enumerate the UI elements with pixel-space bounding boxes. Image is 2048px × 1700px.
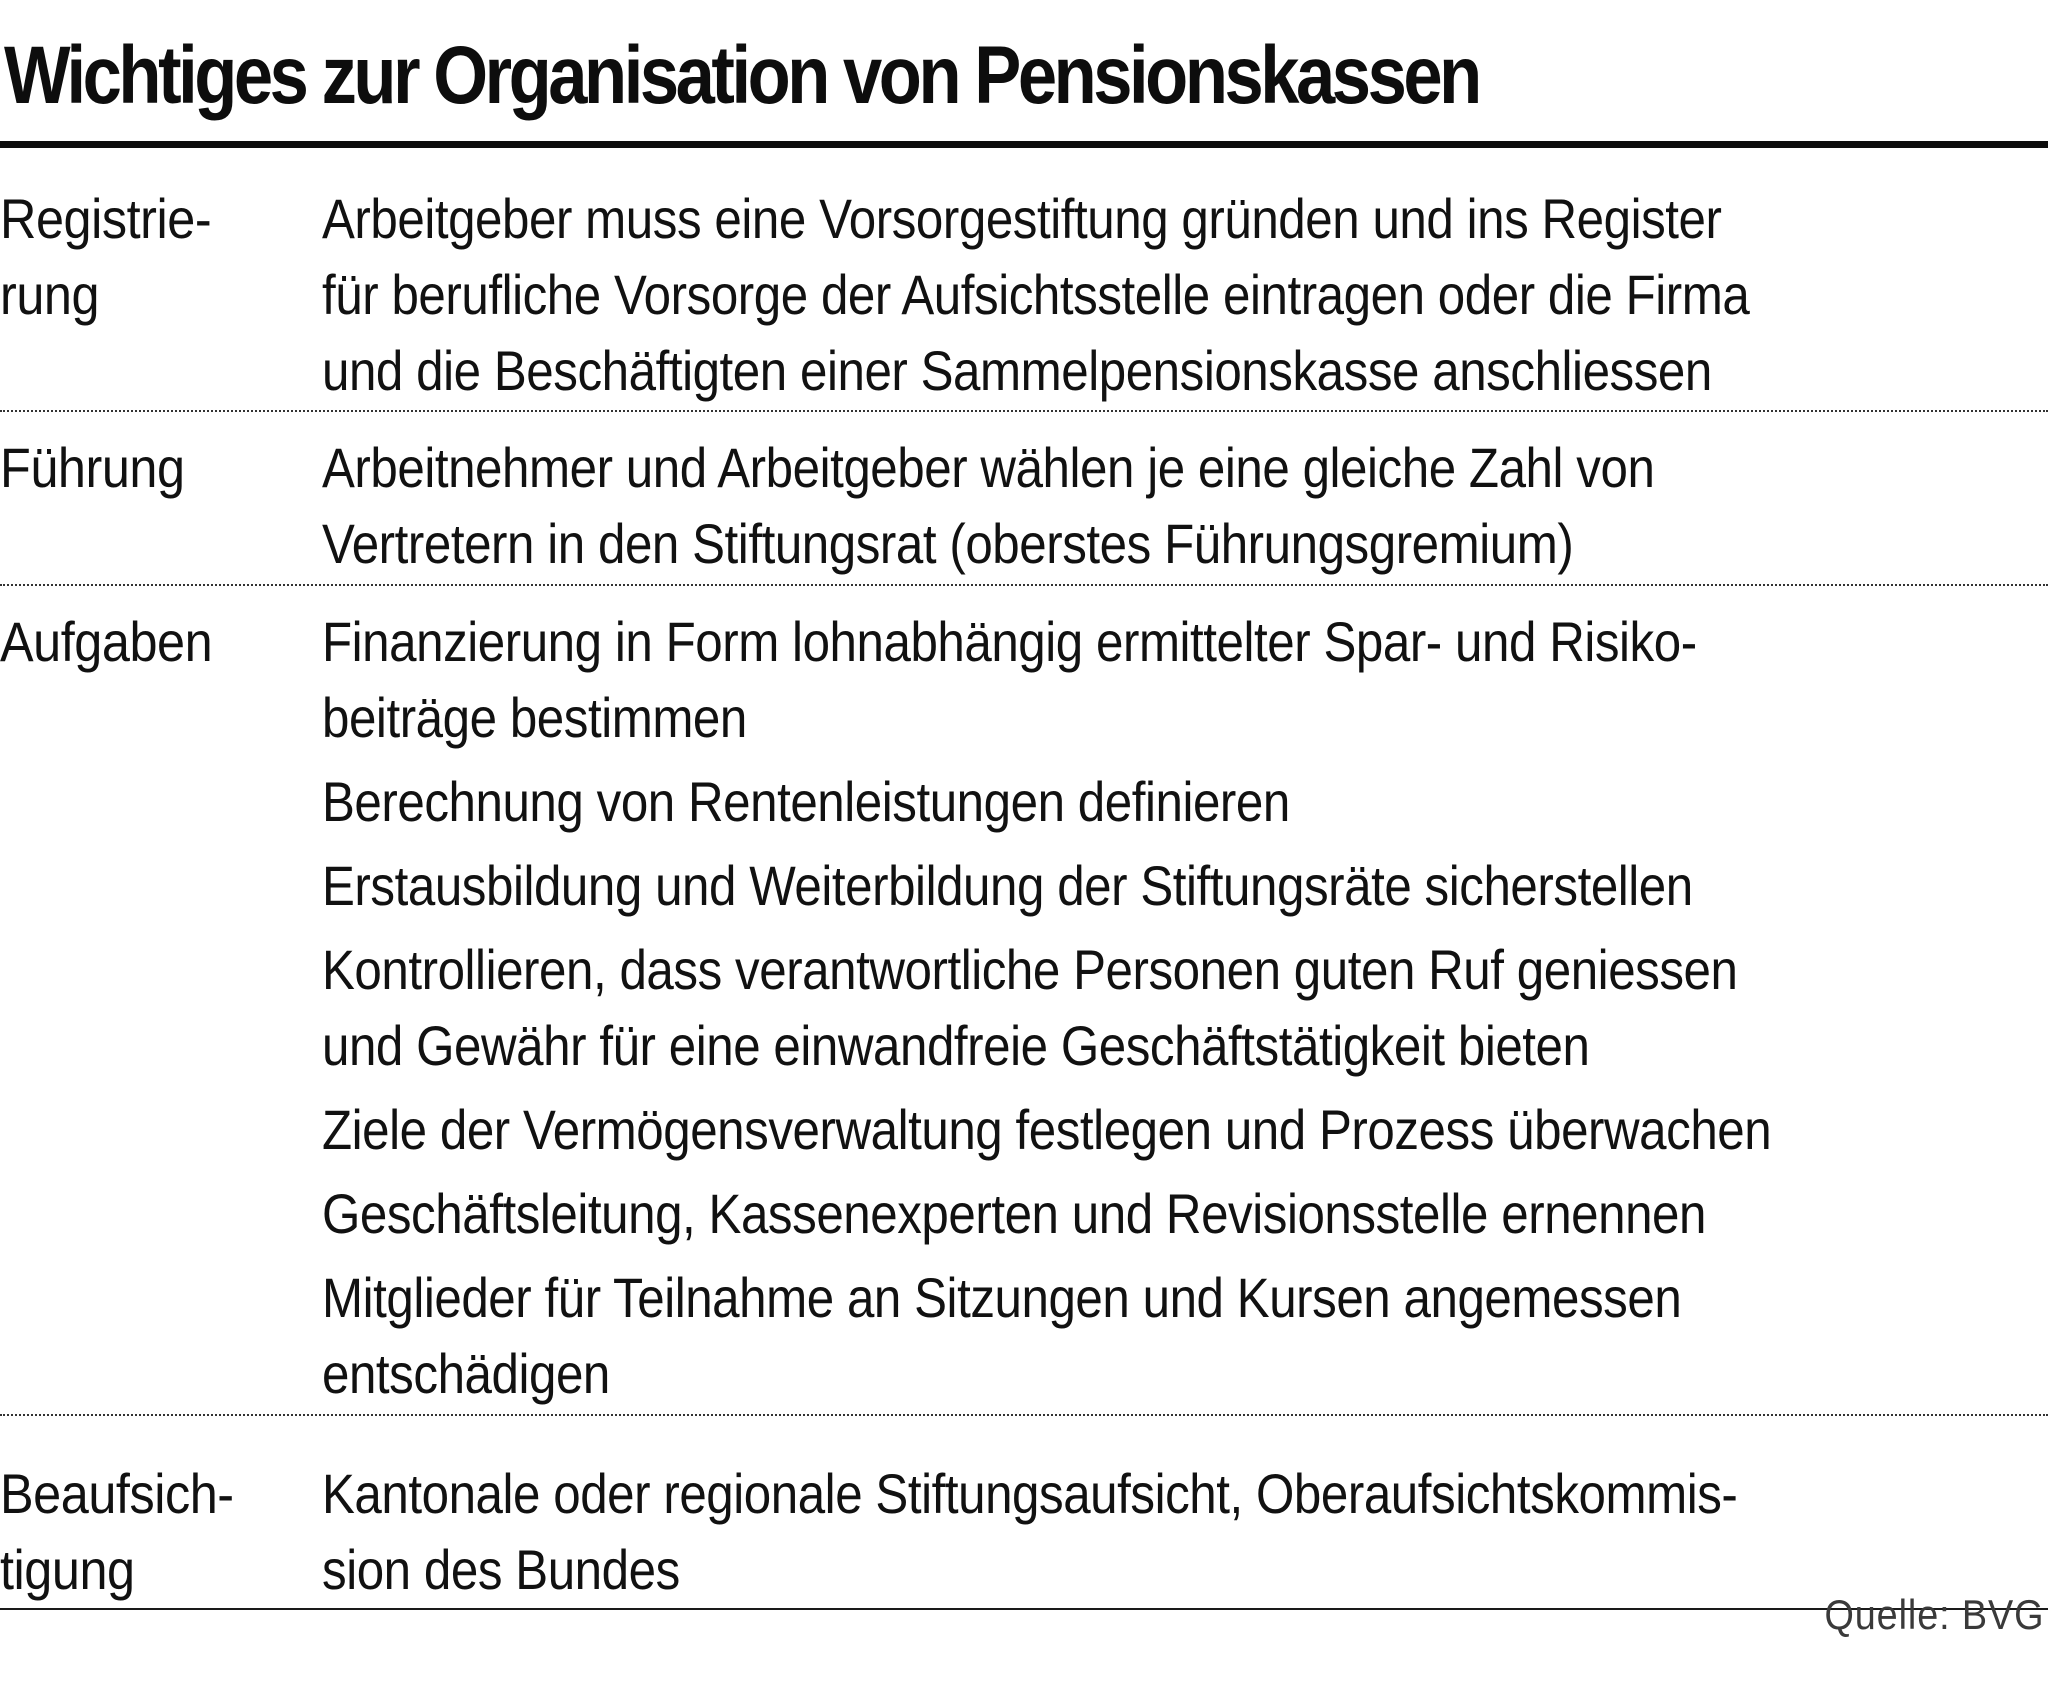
list-item: Kontrollieren, dass verantwortliche Personen guten Ruf geniessen und Gewähr für eine einwandfreie Geschäftstätigkeit bieten <box>322 938 1738 1077</box>
list-item: Ziele der Vermögensverwaltung festlegen und Prozess überwachen <box>322 1098 1772 1161</box>
row-content <box>322 430 2048 582</box>
row-content <box>322 1456 2048 1608</box>
list-item: Geschäftsleitung, Kassenexperten und Revisionsstelle ernennen <box>322 1182 1706 1245</box>
table-row-beaufsichtigung <box>0 1416 2048 1610</box>
row-content <box>322 181 2048 409</box>
table-row-fuehrung <box>0 412 2048 586</box>
source-note: Quelle: BVG <box>1823 1591 2044 1638</box>
row-label: Führung <box>0 436 185 499</box>
list-item: Arbeitnehmer und Arbeitgeber wählen je eine gleiche Zahl von Vertretern in den Stiftungsrat (oberstes Führungsgremium) <box>322 436 1655 575</box>
page-title: Wichtiges zur Organisation von Pensionskassen <box>4 30 1479 121</box>
list-item: Mitglieder für Teilnahme an Sitzungen und Kursen angemessen entschädigen <box>322 1266 1682 1405</box>
table-row-aufgaben <box>0 586 2048 1416</box>
row-label: Aufgaben <box>0 610 213 673</box>
row-label: Beaufsich- tigung <box>0 1462 234 1601</box>
info-table <box>0 148 2048 1610</box>
title-rule <box>0 141 2048 148</box>
row-label: Registrie- rung <box>0 187 212 326</box>
table-row-registrierung <box>0 148 2048 412</box>
list-item: Erstausbildung und Weiterbildung der Stiftungsräte sicherstellen <box>322 854 1693 917</box>
list-item: Berechnung von Rentenleistungen definieren <box>322 770 1290 833</box>
list-item: Finanzierung in Form lohnabhängig ermittelter Spar- und Risiko- beiträge bestimmen <box>322 610 1697 749</box>
row-content <box>322 604 2048 1412</box>
list-item: Arbeitgeber muss eine Vorsorgestiftung gründen und ins Register für berufliche Vorsorge der Aufsichtsstelle eintragen oder die Firma und die Beschäftigten einer Sammelpensionskasse anschliessen <box>322 187 1750 402</box>
list-item: Kantonale oder regionale Stiftungsaufsicht, Oberaufsichtskommis- sion des Bundes <box>322 1462 1738 1601</box>
